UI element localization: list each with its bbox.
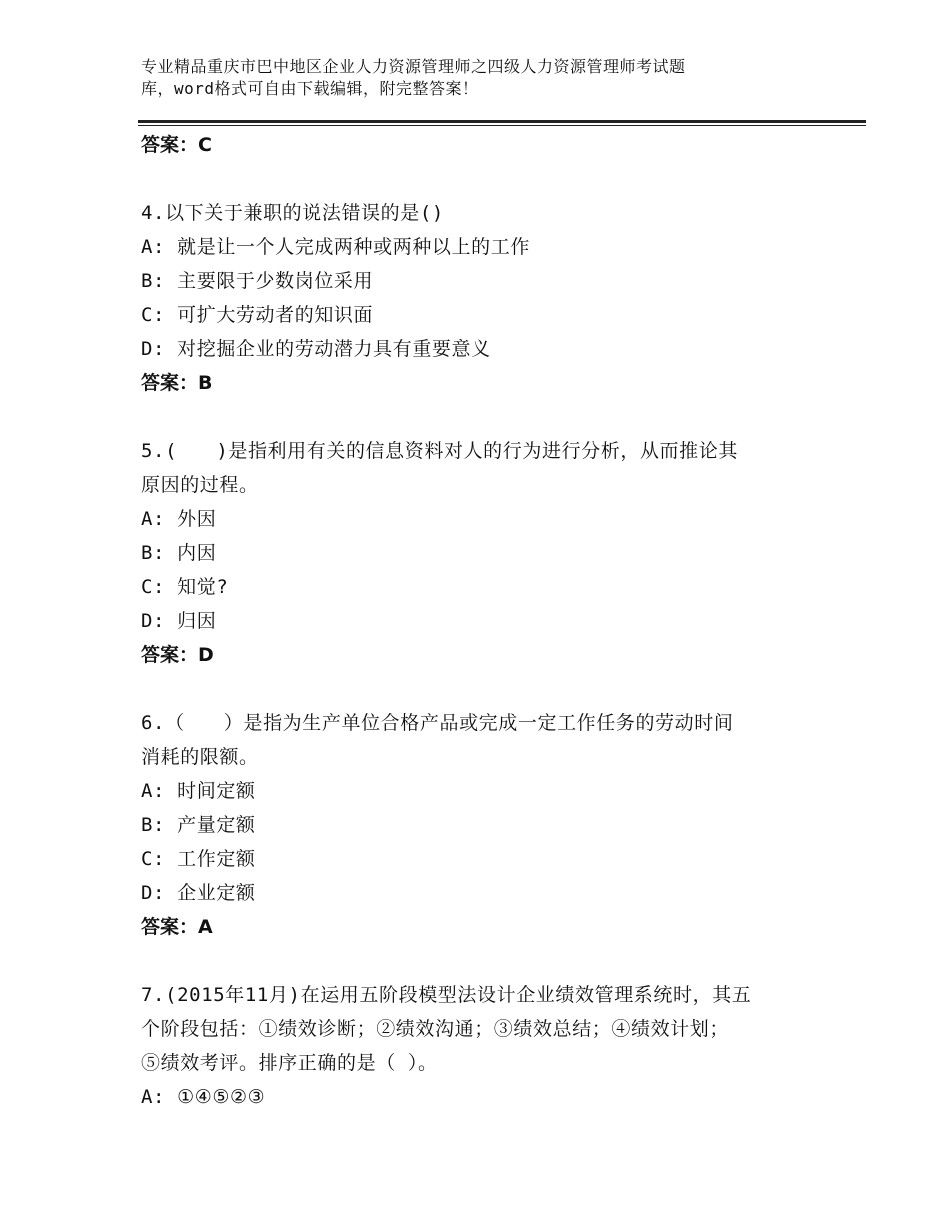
question-stem-continued: ⑤绩效考评。排序正确的是（ ）。 xyxy=(141,1052,438,1074)
question-block xyxy=(141,196,821,400)
question-block xyxy=(141,978,821,1114)
option-c: C: 可扩大劳动者的知识面 xyxy=(141,304,374,326)
question-block xyxy=(141,434,821,672)
question-list xyxy=(141,128,821,1114)
header-divider-thick xyxy=(138,120,866,123)
option-a: A: 就是让一个人完成两种或两种以上的工作 xyxy=(141,236,530,258)
question-stem-continued: 原因的过程。 xyxy=(141,474,259,496)
document-header xyxy=(141,56,781,100)
option-c: C: 知觉? xyxy=(141,576,229,598)
question-block xyxy=(141,706,821,944)
spacer xyxy=(141,400,821,434)
answer-line: 答案：B xyxy=(141,372,213,394)
question-stem: 7.(2015年11月)在运用五阶段模型法设计企业绩效管理系统时，其五 xyxy=(141,984,752,1006)
spacer xyxy=(141,944,821,978)
header-title-line-2: 库，word格式可自由下载编辑，附完整答案！ xyxy=(141,79,479,98)
answer-line: 答案：A xyxy=(141,916,213,938)
question-stem: 4.以下关于兼职的说法错误的是() xyxy=(141,202,444,224)
header-divider-thin xyxy=(138,125,866,126)
option-a: A: 时间定额 xyxy=(141,780,256,802)
answer-line: 答案：D xyxy=(141,644,214,666)
option-d: D: 归因 xyxy=(141,610,217,632)
question-stem: 6.（ ）是指为生产单位合格产品或完成一定工作任务的劳动时间 xyxy=(141,712,734,734)
option-c: C: 工作定额 xyxy=(141,848,256,870)
question-stem-continued: 个阶段包括：①绩效诊断；②绩效沟通；③绩效总结；④绩效计划； xyxy=(141,1018,730,1040)
option-d: D: 对挖掘企业的劳动潜力具有重要意义 xyxy=(141,338,491,360)
option-a: A: ①④⑤②③ xyxy=(141,1086,266,1108)
question-stem-continued: 消耗的限额。 xyxy=(141,746,259,768)
option-b: B: 产量定额 xyxy=(141,814,256,836)
answer-line: 答案：C xyxy=(141,134,212,156)
spacer xyxy=(141,672,821,706)
question-stem: 5.( )是指利用有关的信息资料对人的行为进行分析，从而推论其 xyxy=(141,440,738,462)
option-b: B: 内因 xyxy=(141,542,217,564)
option-d: D: 企业定额 xyxy=(141,882,256,904)
header-title-line-1: 专业精品重庆市巴中地区企业人力资源管理师之四级人力资源管理师考试题 xyxy=(141,57,686,76)
option-b: B: 主要限于少数岗位采用 xyxy=(141,270,374,292)
option-a: A: 外因 xyxy=(141,508,217,530)
spacer xyxy=(141,162,821,196)
